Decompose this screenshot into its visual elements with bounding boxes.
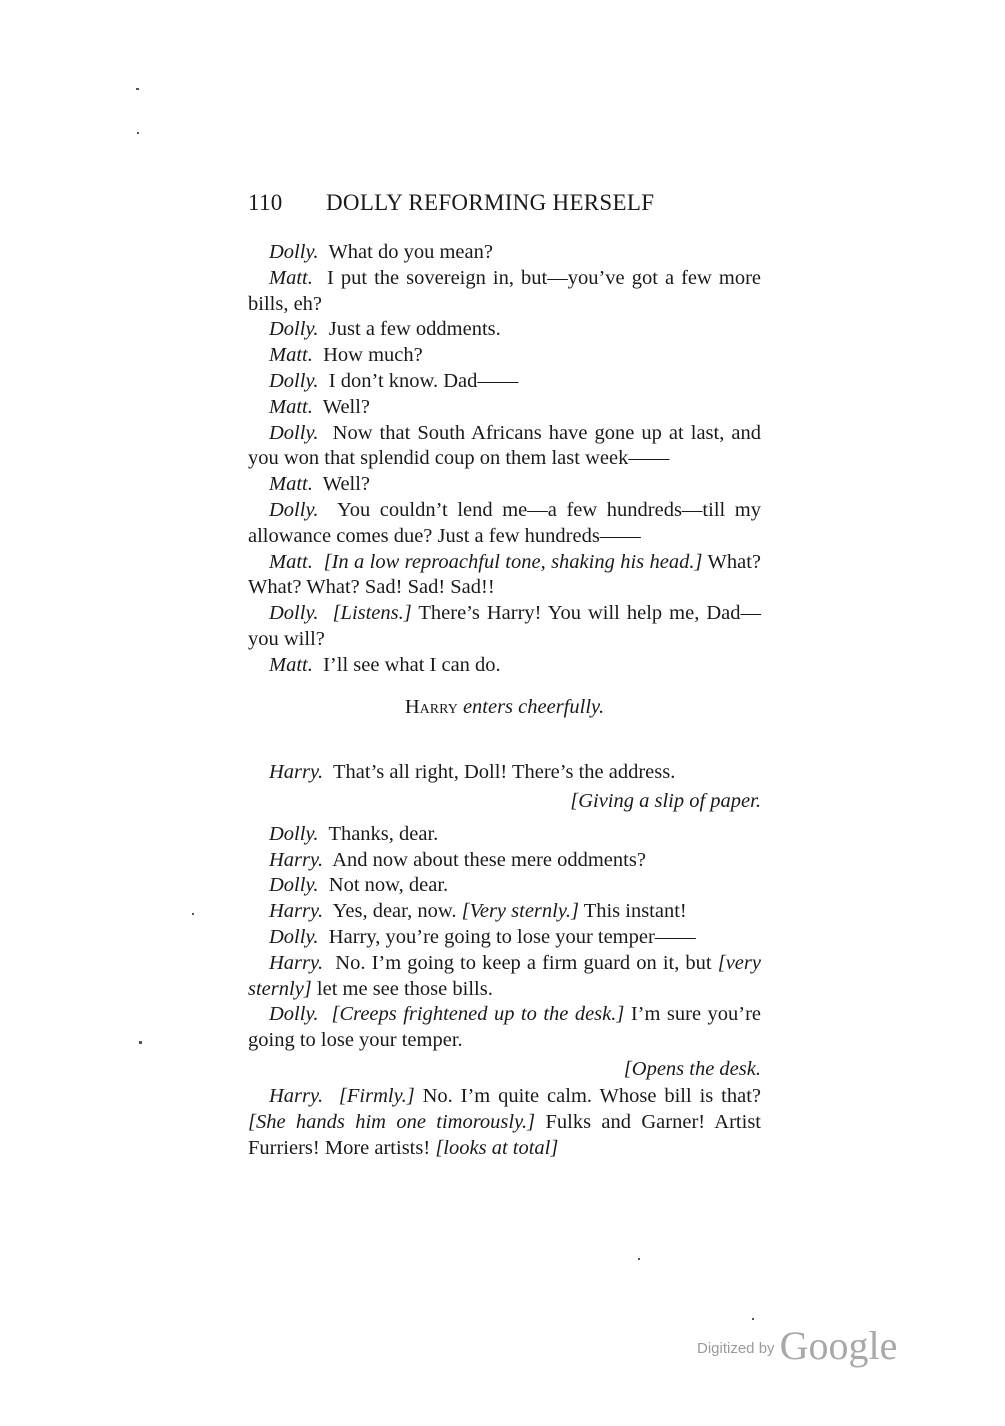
scan-speck (137, 132, 139, 134)
speaker-name: Matt. (269, 653, 313, 676)
dialogue-line (248, 266, 761, 318)
dialogue-line (248, 848, 761, 874)
line-text: Well? (322, 473, 371, 496)
stage-direction-right: [Giving a slip of paper. (570, 789, 761, 812)
speaker-name: Matt. (269, 395, 313, 418)
speaker-name: Matt. (269, 344, 313, 367)
line-text: Harry, you’re going to lose your temper—— (328, 925, 696, 948)
dialogue-line (248, 395, 761, 421)
stage-direction: [In a low reproachful tone, shaking his head.] (323, 550, 703, 573)
page-number: 110 (248, 190, 283, 215)
line-text: I don’t know. Dad—— (328, 369, 519, 392)
dialogue-line (248, 951, 761, 1003)
dialogue-line (248, 498, 761, 550)
speaker-name: Harry. (269, 848, 324, 871)
stage-direction: [Firmly.] (338, 1084, 415, 1107)
running-header (248, 190, 763, 220)
line-text: let me see those bills. (316, 977, 493, 1000)
line-text: You couldn’t lend me—a few hundreds—till my allowance comes due? Just a few hundreds—— (248, 498, 761, 547)
scan-speck (752, 1318, 754, 1320)
speaker-name: Dolly. (269, 602, 319, 625)
dialogue-block (248, 240, 761, 731)
speaker-name: Harry. (269, 761, 324, 783)
dialogue-line (248, 1084, 761, 1161)
dialogue-line (248, 925, 761, 951)
digitized-watermark (697, 1322, 897, 1369)
line-text: That’s all right, Doll! There’s the address. (333, 761, 676, 783)
scan-speck (638, 1258, 640, 1260)
line-text: Not now, dear. (328, 874, 449, 897)
speaker-name: Dolly. (269, 874, 319, 897)
stage-direction: [Listens.] (332, 602, 412, 625)
line-text: Well? (322, 395, 371, 418)
dialogue-line (248, 472, 761, 498)
dialogue-line (248, 343, 761, 369)
speaker-name: Dolly. (269, 925, 319, 948)
scan-speck (192, 913, 194, 915)
speaker-name: Matt. (269, 266, 313, 289)
entrance-direction (248, 693, 761, 721)
line-text: Just a few oddments. (328, 318, 501, 341)
stage-direction: [Creeps frightened up to the desk.] (331, 1003, 625, 1026)
speaker-name: Matt. (269, 473, 313, 496)
line-text: There’s Harry! You will help me, Dad—you will? (248, 602, 762, 650)
dialogue-block (248, 760, 761, 1161)
stage-direction: [looks at total] (435, 1136, 559, 1159)
dialogue-line (248, 873, 761, 899)
line-text: I’m sure you’re going to lose your temper. (248, 1003, 762, 1052)
speaker-name: Dolly. (269, 369, 319, 392)
line-text: Yes, dear, now. (332, 900, 457, 923)
line-text: How much? (323, 344, 423, 367)
speaker-name: Harry. (269, 1084, 324, 1107)
speaker-name: Dolly. (269, 498, 319, 521)
dialogue-line (248, 550, 761, 602)
dialogue-line (248, 1002, 761, 1054)
speaker-name: Harry. (269, 951, 324, 974)
dialogue-line (248, 760, 761, 786)
dialogue-line (248, 822, 761, 848)
watermark-small-text: Digitized by (697, 1340, 775, 1357)
stage-direction: [Very sternly.] (461, 900, 579, 923)
line-text: Thanks, dear. (328, 822, 439, 845)
line-text: I put the sovereign in, but—you’ve got a few more bills, eh? (248, 266, 762, 315)
dialogue-line (248, 421, 761, 473)
speaker-name: Harry. (269, 900, 324, 923)
dialogue-line (248, 317, 761, 343)
speaker-name: Dolly. (269, 822, 319, 845)
dialogue-line (248, 240, 761, 266)
speaker-name: Dolly. (269, 421, 319, 444)
speaker-name: Matt. (269, 550, 313, 573)
line-text: I’ll see what I can do. (323, 653, 501, 676)
line-text: What? What? What? Sad! Sad! Sad!! (248, 550, 761, 599)
stage-direction: [very sternly] (248, 951, 761, 1000)
line-text: Now that South Africans have gone up at last, and you won that splendid coup on them last week—— (248, 421, 761, 470)
line-text: Fulks and Garner! Artist Furriers! More artists! (248, 1110, 761, 1159)
scan-speck (136, 88, 139, 90)
google-logo: Google (779, 1323, 898, 1368)
running-title: DOLLY REFORMING HERSELF (326, 190, 655, 215)
character-name: Harry (404, 695, 458, 718)
speaker-name: Dolly. (269, 1003, 319, 1026)
dialogue-line (248, 653, 761, 679)
line-text: What do you mean? (328, 241, 493, 263)
dialogue-line (248, 601, 761, 653)
line-text: No. I’m quite calm. Whose bill is that? (422, 1084, 762, 1107)
dialogue-line (248, 369, 761, 395)
stage-direction-right: [Opens the desk. (623, 1057, 761, 1080)
dialogue-line (248, 899, 761, 925)
speaker-name: Dolly. (269, 241, 319, 263)
line-text: And now about these mere oddments? (332, 848, 646, 871)
speaker-name: Dolly. (269, 318, 319, 341)
scan-speck (139, 1041, 142, 1044)
line-text: No. I’m going to keep a firm guard on it, but (335, 951, 712, 974)
line-text: This instant! (583, 900, 687, 923)
stage-direction: [She hands him one timorously.] (248, 1110, 536, 1133)
entrance-text: enters cheerfully. (462, 695, 605, 718)
